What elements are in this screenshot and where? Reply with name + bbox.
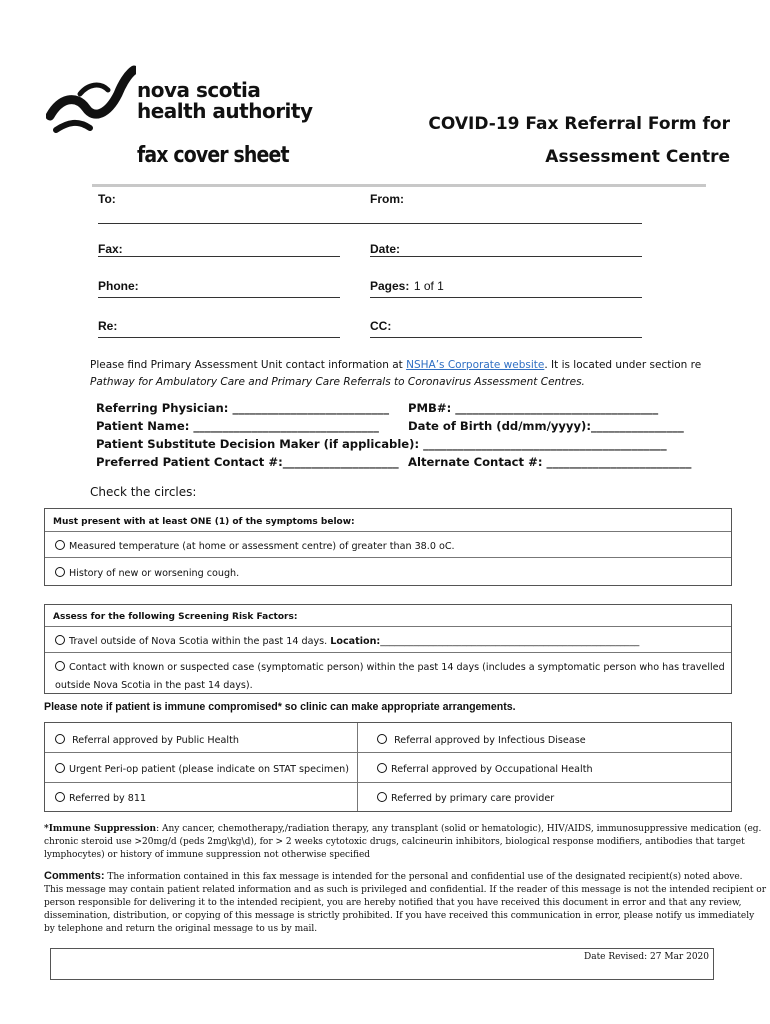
immune-compromised-note: Please note if patient is immune compromised* so clinic can make appropriate arrangements. — [44, 701, 516, 713]
grid-divider-1 — [45, 752, 731, 753]
symptom-fever-option[interactable]: Measured temperature (at home or assessment centre) of greater than 38.0 oC. — [55, 540, 455, 552]
risk-divider-2 — [45, 652, 731, 653]
from-label: From: — [370, 192, 404, 206]
referral-infectious-disease-option[interactable]: Referral approved by Infectious Disease — [377, 734, 586, 746]
referral-primary-care-option[interactable]: Referred by primary care provider — [377, 792, 554, 804]
symptoms-header: Must present with at least ONE (1) of the symptoms below: — [53, 517, 355, 527]
grid-divider-2 — [45, 782, 731, 783]
grid-vertical-divider — [357, 723, 358, 811]
referring-physician-field[interactable]: Referring Physician: ___________________________ — [96, 401, 389, 415]
fax-label: Fax: — [98, 242, 123, 256]
fax-cover-heading: fax cover sheet — [137, 143, 289, 168]
patient-name-field[interactable]: Patient Name: ________________________________ — [96, 419, 379, 433]
radio-circle-icon[interactable] — [55, 792, 65, 802]
referral-811-option[interactable]: Referred by 811 — [55, 792, 146, 804]
to-label: To: — [98, 192, 116, 206]
info-line2: Pathway for Ambulatory Care and Primary Care Referrals to Coronavirus Assessment Centres. — [90, 376, 585, 388]
re-line[interactable] — [98, 337, 340, 338]
org-name-line2: health authority — [137, 99, 313, 123]
symptoms-box — [44, 508, 732, 586]
info-line1: Please find Primary Assessment Unit contact information at NSHA’s Corporate website. It is located under section re — [90, 359, 702, 371]
referral-type-grid — [44, 722, 732, 812]
cc-label: CC: — [370, 319, 392, 333]
footer-box — [50, 948, 714, 980]
alternate-contact-field[interactable]: Alternate Contact #: _________________________ — [408, 455, 692, 469]
date-label: Date: — [370, 242, 401, 256]
date-line[interactable] — [370, 256, 642, 257]
symptoms-divider-2 — [45, 557, 731, 558]
header-divider — [92, 184, 706, 187]
risk-factors-header: Assess for the following Screening Risk Factors: — [53, 612, 298, 622]
cc-line[interactable] — [370, 337, 642, 338]
referral-urgent-periop-option[interactable]: Urgent Peri-op patient (please indicate on STAT specimen) — [55, 763, 349, 775]
location-label: Location: — [330, 636, 381, 647]
comments-section: Comments: The information contained in this fax message is intended for the personal and confidential use of the designated recipient(s) noted above. This message may contain patient related information and as such is privileged and confidential. If the reader of this message is not the intended recipient or person responsible for delivering it to the intended recipient, you are hereby notified that you have received this document in error and that any review, dissemination, distribution, or copying of this message is strictly prohibited. If you have received this communication in error, please notify us immediately by telephone and return the original message to us by mail. — [44, 870, 767, 934]
pages-field — [370, 277, 444, 295]
radio-circle-icon[interactable] — [55, 567, 65, 577]
radio-circle-icon[interactable] — [55, 635, 65, 645]
immune-suppression-definition: *Immune Suppression: Any cancer, chemotherapy,/radiation therapy, any transplant (solid or hematologic), HIV/AIDS, immunosuppressive medication (eg. chronic steroid use >20mg/d (peds 2mg\kg\d), for > 2 weeks cytotoxic drugs, calcineurin inhibitors, biological response modifiers, antibodies that target lymphocytes) or history of immune suppression not otherwise specified — [44, 824, 762, 860]
org-name-line1: nova scotia — [137, 78, 261, 102]
pages-label: Pages: — [370, 279, 410, 293]
risk-contact-option[interactable]: Contact with known or suspected case (symptomatic person) within the past 14 days (includes a symptomatic person who has travelled — [55, 661, 725, 673]
radio-circle-icon[interactable] — [377, 734, 387, 744]
dob-field[interactable]: Date of Birth (dd/mm/yyyy):________________ — [408, 419, 684, 433]
referral-public-health-option[interactable]: Referral approved by Public Health — [55, 734, 239, 746]
comments-label: Comments: — [44, 870, 105, 882]
nsha-logo-swoosh-icon — [46, 64, 136, 136]
radio-circle-icon[interactable] — [55, 734, 65, 744]
location-line[interactable]: ______________________________________________________ — [380, 636, 640, 647]
nsha-website-link[interactable]: NSHA’s Corporate website — [406, 359, 545, 371]
phone-label: Phone: — [98, 279, 139, 293]
risk-factors-box — [44, 604, 732, 694]
preferred-contact-field[interactable]: Preferred Patient Contact #:____________________ — [96, 455, 399, 469]
date-revised: Date Revised: 27 Mar 2020 — [583, 952, 709, 962]
radio-circle-icon[interactable] — [377, 763, 387, 773]
symptoms-divider — [45, 531, 731, 532]
form-title-line1: COVID-19 Fax Referral Form for — [428, 114, 730, 134]
radio-circle-icon[interactable] — [55, 661, 65, 671]
referral-occupational-health-option[interactable]: Referral approved by Occupational Health — [377, 763, 593, 775]
substitute-decision-maker-field[interactable]: Patient Substitute Decision Maker (if applicable): __________________________________________ — [96, 437, 667, 451]
pages-value: 1 of 1 — [413, 279, 444, 293]
risk-contact-option-line2: outside Nova Scotia in the past 14 days). — [55, 680, 253, 691]
form-title-line2: Assessment Centre — [545, 147, 730, 167]
pmb-field[interactable]: PMB#: ___________________________________ — [408, 401, 659, 415]
risk-divider — [45, 626, 731, 627]
check-circles-instruction: Check the circles: — [90, 485, 197, 499]
symptom-cough-option[interactable]: History of new or worsening cough. — [55, 567, 239, 579]
radio-circle-icon[interactable] — [377, 792, 387, 802]
re-label: Re: — [98, 319, 118, 333]
to-from-line[interactable] — [98, 223, 642, 224]
radio-circle-icon[interactable] — [55, 540, 65, 550]
immune-suppression-label: *Immune Suppression — [44, 824, 157, 834]
pages-line[interactable] — [370, 297, 642, 298]
risk-travel-option[interactable]: Travel outside of Nova Scotia within the past 14 days. Location:______________________________________________________ — [55, 635, 639, 647]
phone-line[interactable] — [98, 297, 340, 298]
radio-circle-icon[interactable] — [55, 763, 65, 773]
fax-line[interactable] — [98, 256, 340, 257]
